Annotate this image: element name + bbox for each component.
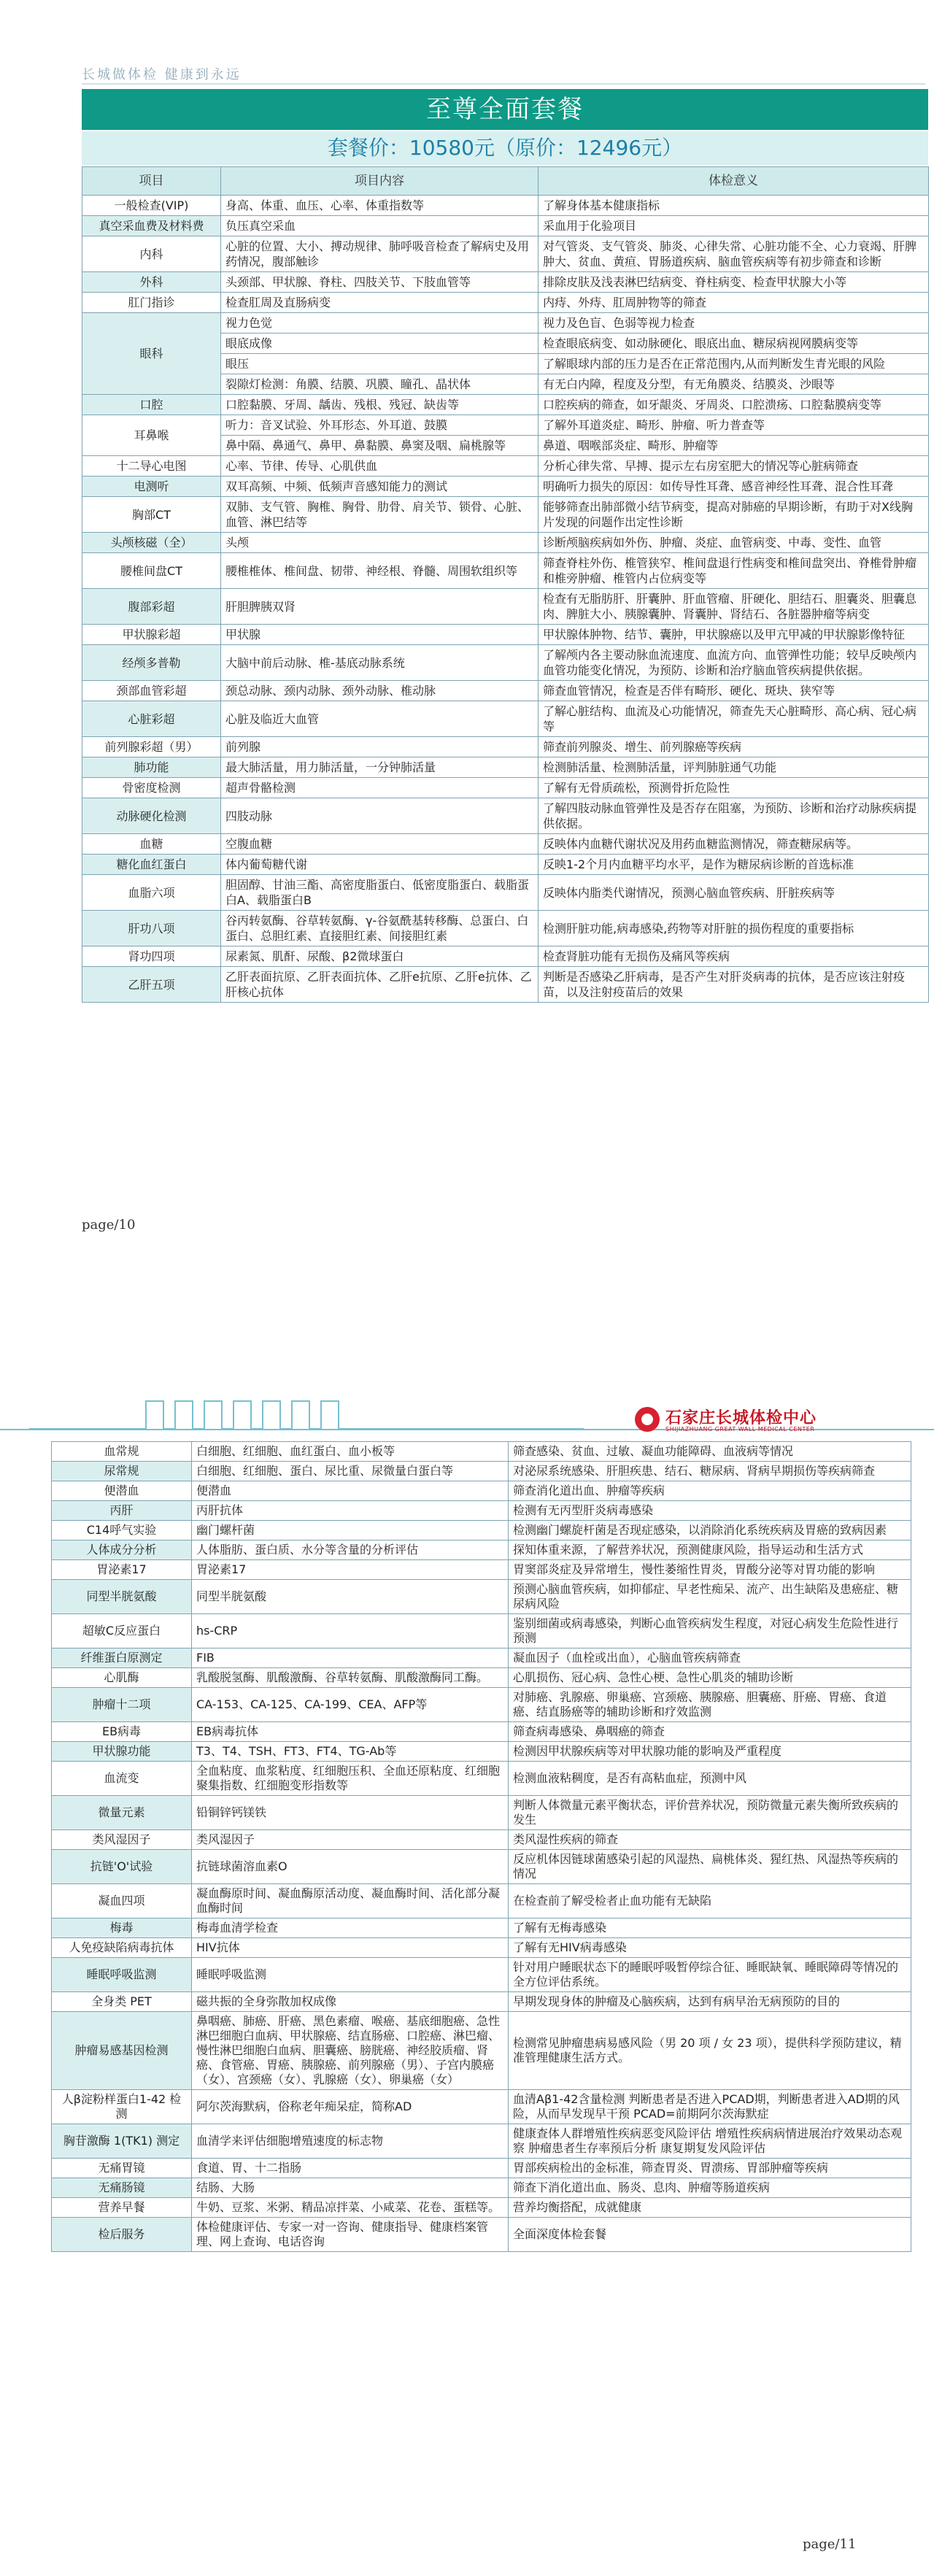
page-number: page/10 [82, 1217, 136, 1233]
item-name: 眼科 [82, 313, 221, 395]
item-content: 听力：音叉试验、外耳形态、外耳道、鼓膜 [221, 415, 539, 436]
item-significance: 心肌损伤、冠心病、急性心梗、急性心肌炎的辅助诊断 [509, 1668, 911, 1688]
package-title: 至尊全面套餐 [82, 89, 928, 130]
table-row [52, 1884, 911, 1918]
table-row [82, 946, 929, 967]
item-content: 眼压 [221, 354, 539, 374]
table-row [82, 855, 929, 875]
item-content: 检查肛周及直肠病变 [221, 293, 539, 313]
table-row [52, 1958, 911, 1992]
item-significance: 检查肾脏功能有无损伤及痛风等疾病 [539, 946, 929, 967]
item-significance: 判断人体微量元素平衡状态，评价营养状况，预防微量元素失衡所致疾病的发生 [509, 1796, 911, 1830]
item-significance: 了解有无HIV病毒感染 [509, 1938, 911, 1958]
item-content: 白细胞、红细胞、蛋白、尿比重、尿微量白蛋白等 [192, 1462, 509, 1481]
item-name: 血糖 [82, 834, 221, 855]
table-row [82, 911, 929, 946]
header-decoration [29, 1400, 584, 1430]
item-content: 前列腺 [221, 737, 539, 757]
table-row [52, 1850, 911, 1884]
item-significance: 筛查下消化道出血、肠炎、息肉、肿瘤等肠道疾病 [509, 2178, 911, 2198]
table-row [82, 967, 929, 1003]
item-content: 梅毒血清学检查 [192, 1918, 509, 1938]
table-row [52, 2159, 911, 2178]
item-name: 睡眠呼吸监测 [52, 1958, 192, 1992]
item-name: 尿常规 [52, 1462, 192, 1481]
item-content: 甲状腺 [221, 625, 539, 645]
table-row [82, 272, 929, 293]
item-significance: 诊断颅脑疾病如外伤、肿瘤、炎症、血管病变、中毒、变性、血管 [539, 533, 929, 553]
table-row [82, 875, 929, 911]
item-name: 乙肝五项 [82, 967, 221, 1003]
item-content: CA-153、CA-125、CA-199、CEA、AFP等 [192, 1688, 509, 1722]
logo-english-name: SHIJIAZHUANG GREAT WALL MEDICAL CENTER [665, 1426, 815, 1432]
item-name: 血常规 [52, 1442, 192, 1462]
table-row [52, 1540, 911, 1560]
table-row [52, 1521, 911, 1540]
item-content: 同型半胱氨酸 [192, 1580, 509, 1614]
item-name: 胃泌素17 [52, 1560, 192, 1580]
item-name: 动脉硬化检测 [82, 798, 221, 834]
item-significance: 检测常见肿瘤患病易感风险（男 20 项 / 女 23 项），提供科学预防建议，精准管理健康生活方式。 [509, 2012, 911, 2090]
item-content: 头颅 [221, 533, 539, 553]
item-name: 颈部血管彩超 [82, 681, 221, 701]
slogan: 长城做体检 健康到永远 [82, 67, 242, 82]
item-name: 超敏C反应蛋白 [52, 1614, 192, 1648]
item-significance: 反映1-2个月内血糖平均水平，是作为糖尿病诊断的首选标准 [539, 855, 929, 875]
table-row [52, 1938, 911, 1958]
item-name: 骨密度检测 [82, 778, 221, 798]
item-content: 空腹血糖 [221, 834, 539, 855]
divider [82, 83, 925, 85]
table-row [82, 645, 929, 681]
item-name: 肿瘤易感基因检测 [52, 2012, 192, 2090]
table-row [52, 1992, 911, 2012]
item-significance: 在检查前了解受检者止血功能有无缺陷 [509, 1884, 911, 1918]
table-row [52, 1648, 911, 1668]
item-significance: 检测有无丙型肝炎病毒感染 [509, 1501, 911, 1521]
item-significance: 了解心脏结构、血流及心功能情况，筛查先天心脏畸形、高心病、冠心病等 [539, 701, 929, 737]
item-significance: 凝血因子（血栓或出血），心脑血管疾病筛查 [509, 1648, 911, 1668]
item-content: 阿尔茨海默病，俗称老年痴呆症，简称AD [192, 2090, 509, 2124]
item-name: 耳鼻喉 [82, 415, 221, 456]
item-significance: 检测幽门螺旋杆菌是否现症感染，以消除消化系统疾病及胃癌的致病因素 [509, 1521, 911, 1540]
item-significance: 血清Aβ1-42含量检测 判断患者是否进入PCAD期，判断患者进入AD期的风险，从而早发现早干预 PCAD=前期阿尔茨海默症 [509, 2090, 911, 2124]
item-content: 腰椎椎体、椎间盘、韧带、神经根、脊髓、周围软组织等 [221, 553, 539, 589]
table-row [52, 1501, 911, 1521]
item-content: 大脑中前后动脉、椎-基底动脉系统 [221, 645, 539, 681]
item-content: 头颈部、甲状腺、脊柱、四肢关节、下肢血管等 [221, 272, 539, 293]
table-row [82, 313, 929, 333]
item-content: 心脏的位置、大小、搏动规律、肺呼吸音检查了解病史及用药情况，腹部触诊 [221, 236, 539, 272]
table-header-row [82, 167, 929, 196]
item-name: 口腔 [82, 395, 221, 415]
item-significance: 胃部疾病检出的金标准，筛查胃炎、胃溃疡、胃部肿瘤等疾病 [509, 2159, 911, 2178]
item-content: hs-CRP [192, 1614, 509, 1648]
item-content: 乙肝表面抗原、乙肝表面抗体、乙肝e抗原、乙肝e抗体、乙肝核心抗体 [221, 967, 539, 1003]
item-significance: 检测肺活量、检测肺活量，评判肺脏通气功能 [539, 757, 929, 778]
item-name: 甲状腺功能 [52, 1742, 192, 1762]
item-content: 胆固醇、甘油三酯、高密度脂蛋白、低密度脂蛋白、载脂蛋白A、载脂蛋白B [221, 875, 539, 911]
item-significance: 检查眼底病变、如动脉硬化、眼底出血、糖尿病视网膜病变等 [539, 333, 929, 354]
item-significance: 口腔疾病的筛查，如牙龈炎、牙周炎、口腔溃疡、口腔黏膜病变等 [539, 395, 929, 415]
item-content: 幽门螺杆菌 [192, 1521, 509, 1540]
item-significance: 检查有无脂肪肝、肝囊肿、肝血管瘤、肝硬化、胆结石、胆囊炎、胆囊息肉、脾脏大小、胰腺囊肿、肾囊肿、肾结石、各脏器肿瘤等病变 [539, 589, 929, 625]
item-significance: 针对用户睡眠状态下的睡眠呼吸暂停综合征、睡眠缺氧、睡眠障碍等情况的全方位评估系统。 [509, 1958, 911, 1992]
table-row [82, 798, 929, 834]
item-name: 内科 [82, 236, 221, 272]
item-name: 前列腺彩超（男） [82, 737, 221, 757]
item-name: 血流变 [52, 1762, 192, 1796]
item-name: 真空采血费及材料费 [82, 216, 221, 236]
table-row [52, 2178, 911, 2198]
item-content: 结肠、大肠 [192, 2178, 509, 2198]
item-significance: 筛查病毒感染、鼻咽癌的筛查 [509, 1722, 911, 1742]
item-content: 便潜血 [192, 1481, 509, 1501]
item-name: 电测听 [82, 477, 221, 497]
table-row [52, 2124, 911, 2159]
item-content: 全血粘度、血浆粘度、红细胞压积、全血还原粘度、红细胞聚集指数、红细胞变形指数等 [192, 1762, 509, 1796]
table-row [52, 2012, 911, 2090]
table-row [52, 1580, 911, 1614]
item-name: EB病毒 [52, 1722, 192, 1742]
table-row [82, 236, 929, 272]
item-content: 负压真空采血 [221, 216, 539, 236]
table-row [52, 1462, 911, 1481]
item-name: 胸部CT [82, 497, 221, 533]
item-significance: 筛查感染、贫血、过敏、凝血功能障碍、血液病等情况 [509, 1442, 911, 1462]
item-significance: 筛查消化道出血、肿瘤等疾病 [509, 1481, 911, 1501]
item-name: 凝血四项 [52, 1884, 192, 1918]
table-row [82, 834, 929, 855]
item-significance: 了解眼球内部的压力是否在正常范围内,从而判断发生青光眼的风险 [539, 354, 929, 374]
table-row [82, 497, 929, 533]
item-significance: 反应机体因链球菌感染引起的风湿热、扁桃体炎、猩红热、风湿热等疾病的情况 [509, 1850, 911, 1884]
item-content: 尿素氮、肌酐、尿酸、β2微球蛋白 [221, 946, 539, 967]
table-row [82, 681, 929, 701]
item-content: 磁共振的全身弥散加权成像 [192, 1992, 509, 2012]
item-significance: 检测因甲状腺疾病等对甲状腺功能的影响及严重程度 [509, 1742, 911, 1762]
item-significance: 视力及色盲、色弱等视力检查 [539, 313, 929, 333]
item-name: 无痛肠镜 [52, 2178, 192, 2198]
item-content: 体内葡萄糖代谢 [221, 855, 539, 875]
item-name: 肺功能 [82, 757, 221, 778]
item-significance: 对肺癌、乳腺癌、卵巢癌、宫颈癌、胰腺癌、胆囊癌、肝癌、胃癌、食道癌、结直肠癌等的辅助诊断和疗效监测 [509, 1688, 911, 1722]
item-content: 眼底成像 [221, 333, 539, 354]
item-significance: 了解有无骨质疏松，预测骨折危险性 [539, 778, 929, 798]
table-row [82, 701, 929, 737]
package-price: 套餐价：10580元（原价：12496元） [82, 131, 928, 165]
item-content: 抗链球菌溶血素O [192, 1850, 509, 1884]
item-significance: 营养均衡搭配，成就健康 [509, 2198, 911, 2218]
item-name: 糖化血红蛋白 [82, 855, 221, 875]
item-content: 体检健康评估、专家一对一咨询、健康指导、健康档案管理、网上查询、电话咨询 [192, 2218, 509, 2252]
item-significance: 筛查前列腺炎、增生、前列腺癌等疾病 [539, 737, 929, 757]
page-number: page/11 [803, 2537, 857, 2552]
item-significance: 判断是否感染乙肝病毒，是否产生对肝炎病毒的抗体，是否应该注射疫苗，以及注射疫苗后的效果 [539, 967, 929, 1003]
item-content: 乳酸脱氢酶、肌酸激酶、谷草转氨酶、肌酸激酶同工酶。 [192, 1668, 509, 1688]
item-significance: 能够筛查出肺部微小结节病变，提高对肺癌的早期诊断，有助于对X线胸片发现的问题作出定性诊断 [539, 497, 929, 533]
report-page-10 [0, 0, 934, 1262]
item-content: 铅铜锌钙镁铁 [192, 1796, 509, 1830]
logo-chinese-name: 石家庄长城体检中心 [665, 1409, 817, 1427]
item-significance: 预测心脑血管疾病，如抑郁症、早老性痴呆、流产、出生缺陷及患癌症、糖尿病风险 [509, 1580, 911, 1614]
table-row [52, 1722, 911, 1742]
table-row [52, 1796, 911, 1830]
item-content: 超声骨骼检测 [221, 778, 539, 798]
item-name: 十二导心电图 [82, 456, 221, 477]
table-row [82, 737, 929, 757]
item-significance: 了解有无梅毒感染 [509, 1918, 911, 1938]
item-content: 双耳高频、中频、低频声音感知能力的测试 [221, 477, 539, 497]
item-name: 肛门指诊 [82, 293, 221, 313]
column-header-meaning: 体检意义 [539, 167, 929, 196]
table-row [52, 2218, 911, 2252]
item-content: 心脏及临近大血管 [221, 701, 539, 737]
item-name: 梅毒 [52, 1918, 192, 1938]
item-content: 心率、节律、传导、心肌供血 [221, 456, 539, 477]
item-significance: 了解四肢动脉血管弹性及是否存在阻塞，为预防、诊断和治疗动脉疾病提供依据。 [539, 798, 929, 834]
item-name: 腹部彩超 [82, 589, 221, 625]
item-significance: 筛查脊柱外伤、椎管狭窄、椎间盘退行性病变和椎间盘突出、脊椎骨肿瘤和椎旁肿瘤、椎管内占位病变等 [539, 553, 929, 589]
table-row [52, 1668, 911, 1688]
item-significance: 筛查血管情况，检查是否伴有畸形、硬化、斑块、狭窄等 [539, 681, 929, 701]
table-row [52, 2090, 911, 2124]
table-row [52, 1742, 911, 1762]
item-content: 裂隙灯检测：角膜、结膜、巩膜、瞳孔、晶状体 [221, 374, 539, 395]
item-significance: 早期发现身体的肿瘤及心脑疾病，达到有病早治无病预防的目的 [509, 1992, 911, 2012]
item-significance: 反映体内血糖代谢状况及用药血糖监测情况，筛查糖尿病等。 [539, 834, 929, 855]
item-name: 外科 [82, 272, 221, 293]
item-content: 类风湿因子 [192, 1830, 509, 1850]
table-row [52, 2198, 911, 2218]
item-content: 鼻咽癌、肺癌、肝癌、黑色素瘤、喉癌、基底细胞癌、急性淋巴细胞白血病、甲状腺癌、结直肠癌、口腔癌、淋巴瘤、慢性淋巴细胞白血病、胆囊癌、膀胱癌、神经胶质瘤、肾癌、食管癌、胃癌、胰腺癌、前列腺癌（男）、子宫内膜癌（女）、宫颈癌（女）、乳腺癌（女）、卵巢癌（女） [192, 2012, 509, 2090]
item-content: EB病毒抗体 [192, 1722, 509, 1742]
item-name: 抗链'O'试验 [52, 1850, 192, 1884]
item-significance: 鼻道、咽喉部炎症、畸形、肿瘤等 [539, 436, 929, 456]
item-name: 同型半胱氨酸 [52, 1580, 192, 1614]
item-significance: 鉴别细菌或病毒感染，判断心血管疾病发生程度，对冠心病发生危险性进行预测 [509, 1614, 911, 1648]
item-significance: 检测肝脏功能,病毒感染,药物等对肝脏的损伤程度的重要指标 [539, 911, 929, 946]
table-row [82, 625, 929, 645]
item-content: 血清学来评估细胞增殖速度的标志物 [192, 2124, 509, 2159]
item-significance: 胃窦部炎症及异常增生，慢性萎缩性胃炎，胃酸分泌等对胃功能的影响 [509, 1560, 911, 1580]
item-significance: 健康查体人群增殖性疾病恶变风险评估 增殖性疾病病情进展治疗效果动态观察 肿瘤患者生存率预后分析 康复期复发风险评估 [509, 2124, 911, 2159]
item-significance: 了解身体基本健康指标 [539, 196, 929, 216]
item-content: 颈总动脉、颈内动脉、颈外动脉、椎动脉 [221, 681, 539, 701]
item-content: 身高、体重、血压、心率、体重指数等 [221, 196, 539, 216]
table-row [82, 293, 929, 313]
table-row [52, 1442, 911, 1462]
table-row [52, 1762, 911, 1796]
item-content: 肝胆脾胰双肾 [221, 589, 539, 625]
table-row [82, 216, 929, 236]
item-significance: 排除皮肤及浅表淋巴结病变、脊柱病变、检查甲状腺大小等 [539, 272, 929, 293]
table-row [82, 456, 929, 477]
item-content: 白细胞、红细胞、血红蛋白、血小板等 [192, 1442, 509, 1462]
item-content: 四肢动脉 [221, 798, 539, 834]
column-header-content: 项目内容 [221, 167, 539, 196]
item-name: 便潜血 [52, 1481, 192, 1501]
table-row [82, 553, 929, 589]
item-name: 经颅多普勒 [82, 645, 221, 681]
item-name: 人β淀粉样蛋白1-42 检测 [52, 2090, 192, 2124]
exam-items-table [82, 166, 929, 1003]
table-row [82, 589, 929, 625]
item-content: 食道、胃、十二指肠 [192, 2159, 509, 2178]
item-significance: 类风湿性疾病的筛查 [509, 1830, 911, 1850]
item-content: 睡眠呼吸监测 [192, 1958, 509, 1992]
item-content: 胃泌素17 [192, 1560, 509, 1580]
item-content: 鼻中隔、鼻通气、鼻甲、鼻黏膜、鼻窦及咽、扁桃腺等 [221, 436, 539, 456]
item-content: 凝血酶原时间、凝血酶原活动度、凝血酶时间、活化部分凝血酶时间 [192, 1884, 509, 1918]
item-name: 头颅核磁（全） [82, 533, 221, 553]
table-row [82, 477, 929, 497]
table-row [82, 757, 929, 778]
item-significance: 明确听力损失的原因：如传导性耳聋、感音神经性耳聋、混合性耳聋 [539, 477, 929, 497]
item-significance: 对气管炎、支气管炎、肺炎、心律失常、心脏功能不全、心力衰竭、肝脾肿大、贫血、黄疸、胃肠道疾病、脑血管疾病等有初步筛查和诊断 [539, 236, 929, 272]
item-significance: 内痔、外痔、肛周肿物等的筛查 [539, 293, 929, 313]
item-name: 一般检查(VIP) [82, 196, 221, 216]
item-name: 胸苷激酶 1(TK1) 测定 [52, 2124, 192, 2159]
item-name: 人体成分分析 [52, 1540, 192, 1560]
center-logo [635, 1405, 912, 1439]
item-content: 双肺、支气管、胸椎、胸骨、肋骨、肩关节、锁骨、心脏、血管、淋巴结等 [221, 497, 539, 533]
item-name: 无痛胃镜 [52, 2159, 192, 2178]
item-name: 营养早餐 [52, 2198, 192, 2218]
item-name: 腰椎间盘CT [82, 553, 221, 589]
table-row [52, 1918, 911, 1938]
item-content: 最大肺活量，用力肺活量，一分钟肺活量 [221, 757, 539, 778]
table-row [82, 395, 929, 415]
table-row [82, 196, 929, 216]
table-row [82, 778, 929, 798]
item-significance: 分析心律失常、早搏、提示左右房室肥大的情况等心脏病筛查 [539, 456, 929, 477]
item-name: 检后服务 [52, 2218, 192, 2252]
item-significance: 采血用于化验项目 [539, 216, 929, 236]
item-content: HIV抗体 [192, 1938, 509, 1958]
table-row [82, 415, 929, 436]
table-row [52, 1481, 911, 1501]
item-content: 牛奶、豆浆、米粥、精品凉拌菜、小咸菜、花卷、蛋糕等。 [192, 2198, 509, 2218]
exam-items-table-continued [51, 1441, 911, 2252]
table-row [52, 1830, 911, 1850]
item-content: 口腔黏膜、牙周、龋齿、残根、残冠、缺齿等 [221, 395, 539, 415]
item-significance: 了解颅内各主要动脉血流速度、血流方向、血管弹性功能；较早反映颅内血管功能变化情况，为预防、诊断和治疗脑血管疾病提供依据。 [539, 645, 929, 681]
item-name: C14呼气实验 [52, 1521, 192, 1540]
item-name: 丙肝 [52, 1501, 192, 1521]
item-significance: 检测血液粘稠度，是否有高粘血症，预测中风 [509, 1762, 911, 1796]
logo-emblem-icon [635, 1407, 660, 1432]
item-significance: 反映体内脂类代谢情况，预测心脑血管疾病、肝脏疾病等 [539, 875, 929, 911]
table-row [52, 1560, 911, 1580]
item-significance: 对泌尿系统感染、肝胆疾患、结石、糖尿病、肾病早期损伤等疾病筛查 [509, 1462, 911, 1481]
item-name: 肿瘤十二项 [52, 1688, 192, 1722]
item-name: 甲状腺彩超 [82, 625, 221, 645]
item-name: 类风湿因子 [52, 1830, 192, 1850]
item-content: 人体脂肪、蛋白质、水分等含量的分析评估 [192, 1540, 509, 1560]
item-name: 心肌酶 [52, 1668, 192, 1688]
table-row [52, 1614, 911, 1648]
item-content: 丙肝抗体 [192, 1501, 509, 1521]
item-name: 心脏彩超 [82, 701, 221, 737]
table-row [52, 1688, 911, 1722]
item-name: 肾功四项 [82, 946, 221, 967]
column-header-item: 项目 [82, 167, 221, 196]
item-name: 肝功八项 [82, 911, 221, 946]
item-name: 人免疫缺陷病毒抗体 [52, 1938, 192, 1958]
item-name: 纤维蛋白原测定 [52, 1648, 192, 1668]
table-row [82, 533, 929, 553]
item-content: FIB [192, 1648, 509, 1668]
item-significance: 甲状腺体肿物、结节、囊肿，甲状腺癌以及甲亢甲减的甲状腺影像特征 [539, 625, 929, 645]
item-significance: 有无白内障，程度及分型，有无角膜炎、结膜炎、沙眼等 [539, 374, 929, 395]
item-content: T3、T4、TSH、FT3、FT4、TG-Ab等 [192, 1742, 509, 1762]
item-name: 血脂六项 [82, 875, 221, 911]
item-name: 全身类 PET [52, 1992, 192, 2012]
item-significance: 探知体重来源，了解营养状况，预测健康风险，指导运动和生活方式 [509, 1540, 911, 1560]
item-content: 谷丙转氨酶、谷草转氨酶、γ-谷氨酰基转移酶、总蛋白、白蛋白、总胆红素、直接胆红素、间接胆红素 [221, 911, 539, 946]
item-content: 视力色觉 [221, 313, 539, 333]
item-significance: 了解外耳道炎症、畸形、肿瘤、听力普查等 [539, 415, 929, 436]
item-name: 微量元素 [52, 1796, 192, 1830]
item-significance: 全面深度体检套餐 [509, 2218, 911, 2252]
